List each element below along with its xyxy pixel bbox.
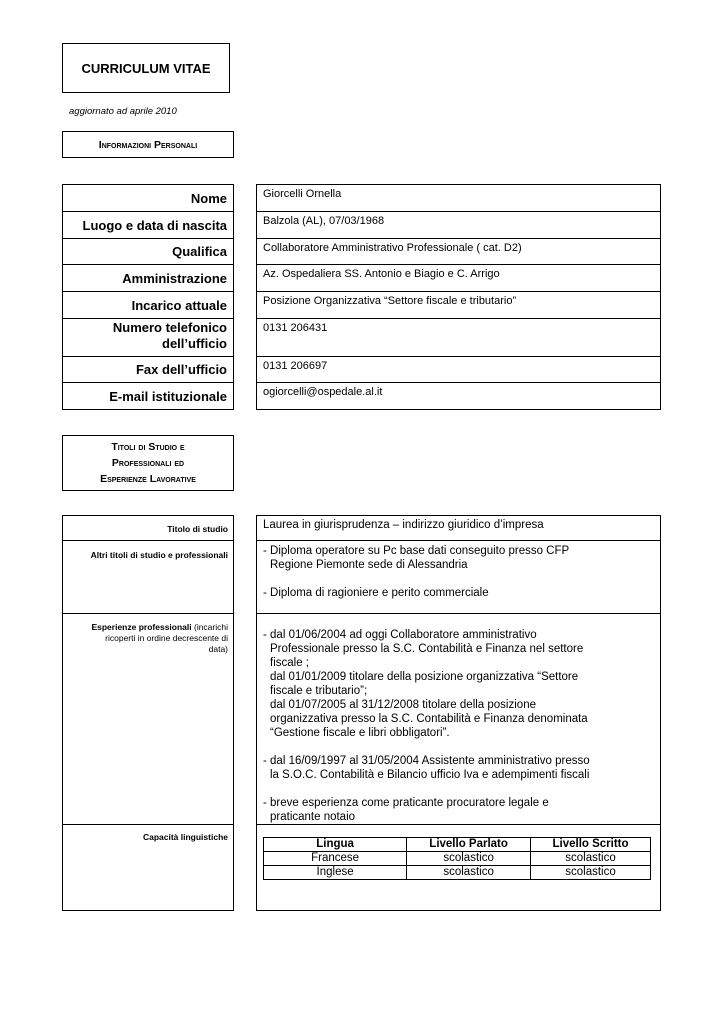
esp-line-12: praticante notaio <box>270 811 356 823</box>
label-lingue: Capacità linguistiche <box>142 832 228 842</box>
lang-header-scritto: Livello Scritto <box>531 838 651 852</box>
value-email: ogiorcelli@ospedale.al.it <box>257 383 661 410</box>
lang-cell-scritto: scolastico <box>531 852 651 866</box>
value-telefono: 0131 206431 <box>257 319 661 357</box>
section-personal-info <box>62 131 234 158</box>
value-amministrazione: Az. Ospedaliera SS. Antonio e Biagio e C. Arrigo <box>257 265 661 292</box>
label-incarico: Incarico attuale <box>63 292 234 319</box>
value-nome: Giorcelli Ornella <box>257 185 661 212</box>
lang-cell-lingua: Inglese <box>264 866 407 880</box>
label-esperienze-rest3: data) <box>208 644 228 654</box>
label-fax: Fax dell’ufficio <box>63 357 234 383</box>
lang-header-lingua: Lingua <box>264 838 407 852</box>
section-studies-title-line1: Titoli di Studio e <box>111 441 185 453</box>
section-studies-title-line2: Professionali ed <box>111 457 185 469</box>
cv-title-box <box>62 43 230 93</box>
lang-cell-lingua: Francese <box>264 852 407 866</box>
label-amministrazione: Amministrazione <box>63 265 234 292</box>
value-titolo: Laurea in giurisprudenza – indirizzo giuridico d’impresa <box>263 519 544 531</box>
esp-line-7: organizzativa presso la S.C. Contabilità e Finanza denominata <box>270 713 588 725</box>
label-telefono <box>63 319 234 357</box>
lang-header-parlato: Livello Parlato <box>407 838 531 852</box>
label-esperienze-bold: Esperienze professionali <box>91 622 192 632</box>
esp-line-2: Professionale presso la S.C. Contabilità e Finanza nel settore <box>270 643 584 655</box>
esp-line-11: - breve esperienza come praticante procuratore legale e <box>263 797 549 809</box>
label-telefono-line2: dell’ufficio <box>162 336 227 351</box>
label-nome: Nome <box>63 185 234 212</box>
label-esperienze-rest1: (incarichi <box>191 622 228 632</box>
label-nascita: Luogo e data di nascita <box>63 212 234 239</box>
label-titolo: Titolo di studio <box>167 524 228 534</box>
section-personal-info-title: Informazioni Personali <box>98 138 198 151</box>
value-qualifica: Collaboratore Amministrativo Professionale ( cat. D2) <box>257 239 661 265</box>
lang-cell-parlato: scolastico <box>407 866 531 880</box>
languages-header-row <box>264 838 651 852</box>
altri-line-1: - Diploma operatore su Pc base dati conseguito presso CFP <box>263 545 570 557</box>
studies-values-column <box>256 515 661 911</box>
esp-line-6: dal 01/07/2005 al 31/12/2008 titolare della posizione <box>270 699 536 711</box>
esp-line-1: - dal 01/06/2004 ad oggi Collaboratore amministrativo <box>263 629 537 641</box>
altri-line-2: Regione Piemonte sede di Alessandria <box>270 559 468 571</box>
label-email: E-mail istituzionale <box>63 383 234 410</box>
label-esperienze <box>67 622 228 655</box>
personal-info-labels <box>62 184 234 410</box>
studies-labels-column <box>62 515 234 911</box>
value-incarico: Posizione Organizzativa “Settore fiscale e tributario” <box>257 292 661 319</box>
personal-info-values <box>256 184 661 410</box>
value-esperienze <box>263 628 652 824</box>
value-altri-titoli <box>263 544 652 600</box>
lang-cell-parlato: scolastico <box>407 852 531 866</box>
altri-line-3: - Diploma di ragioniere e perito commerciale <box>263 587 489 599</box>
esp-line-10: la S.O.C. Contabilità e Bilancio ufficio Iva e adempimenti fiscali <box>270 769 590 781</box>
esp-line-8: “Gestione fiscale e libri obbligatori”. <box>270 727 450 739</box>
updated-note: aggiornato ad aprile 2010 <box>69 106 177 117</box>
lang-cell-scritto: scolastico <box>531 866 651 880</box>
esp-line-9: - dal 16/09/1997 al 31/05/2004 Assistente amministrativo presso <box>263 755 590 767</box>
label-telefono-line1: Numero telefonico <box>112 320 227 335</box>
value-fax: 0131 206697 <box>257 357 661 383</box>
section-studies <box>62 435 234 491</box>
cv-title: CURRICULUM VITAE <box>81 60 211 76</box>
languages-table <box>263 837 651 880</box>
label-altri-titoli: Altri titoli di studio e professionali <box>90 550 228 560</box>
section-studies-title-line3: Esperienze Lavorative <box>100 473 196 485</box>
label-esperienze-rest2: ricoperti in ordine decrescente di <box>105 633 228 643</box>
value-nascita: Balzola (AL), 07/03/1968 <box>257 212 661 239</box>
esp-line-3: fiscale ; <box>270 657 309 669</box>
esp-line-5: fiscale e tributario”; <box>270 685 368 697</box>
table-row <box>264 866 651 880</box>
table-row <box>264 852 651 866</box>
esp-line-4: dal 01/01/2009 titolare della posizione organizzativa “Settore <box>270 671 579 683</box>
label-qualifica: Qualifica <box>63 239 234 265</box>
